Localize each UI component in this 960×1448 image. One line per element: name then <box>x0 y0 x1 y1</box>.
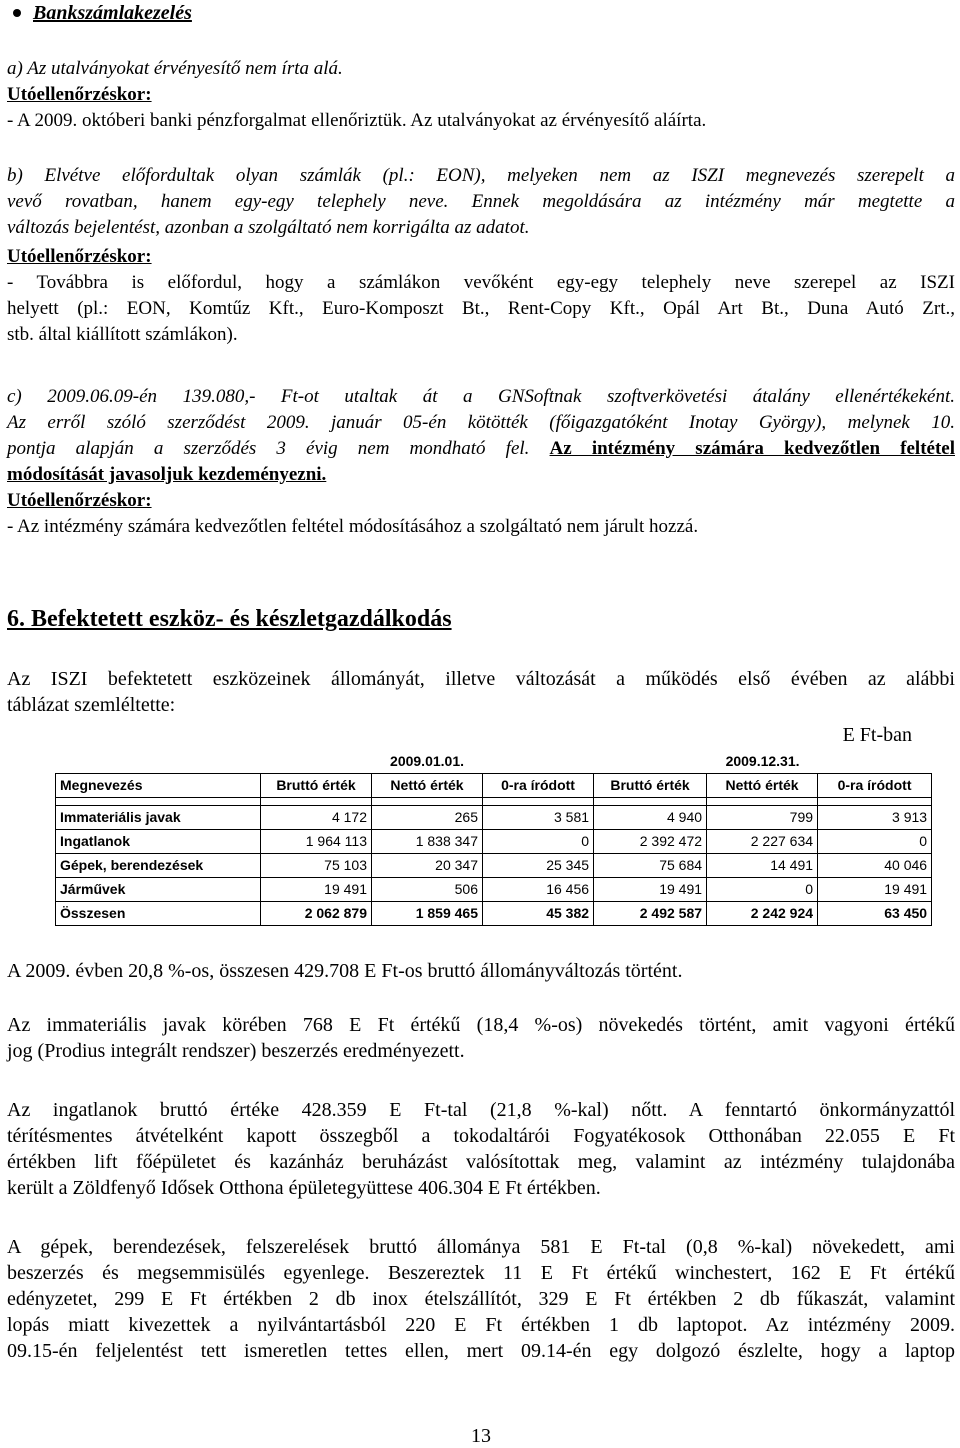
table-cell: 4 940 <box>594 806 707 830</box>
table-row <box>56 830 932 854</box>
period-start: 2009.01.01. <box>390 753 464 769</box>
table-cell: 16 456 <box>483 878 594 902</box>
table-cell: 63 450 <box>818 902 932 926</box>
table-row <box>56 878 932 902</box>
finding-b-line: vevő rovatban, hanem egy-egy telephely neve. Ennek megoldására az intézmény már megtette a <box>7 191 955 212</box>
followup-text: - A 2009. októberi banki pénzforgalmat ellenőriztük. Az utalványokat az érvényesítő aláírta. <box>7 110 707 131</box>
heading-text: Bankszámlakezelés <box>33 2 192 24</box>
table-cell: 1 859 465 <box>372 902 483 926</box>
asset-table <box>55 750 932 926</box>
page-number: 13 <box>471 1425 491 1447</box>
paragraph <box>7 1097 955 1201</box>
paragraph-line: 09.15-én feljelentést tett ismeretlen tettes ellen, mert 09.14-én egy dolgozó észlelte, hogy a laptop <box>7 1340 955 1362</box>
followup-c-text: - Az intézmény számára kedvezőtlen feltétel módosításához a szolgáltató nem járult hozzá. <box>7 516 699 537</box>
row-label: Járművek <box>56 878 261 902</box>
followup-label: Utóellenőrzéskor: <box>7 246 152 267</box>
row-label: Gépek, berendezések <box>56 854 261 878</box>
table-cell: 19 491 <box>594 878 707 902</box>
finding-b-line: b) Elvétve előfordultak olyan számlák (pl.: EON), melyeken nem az ISZI megnevezés szerepelt a <box>7 165 955 186</box>
table-cell: 20 347 <box>372 854 483 878</box>
table-cell: 265 <box>372 806 483 830</box>
finding-b <box>7 163 955 241</box>
row-label: Immateriális javak <box>56 806 261 830</box>
table-cell: 40 046 <box>818 854 932 878</box>
table-cell: 0 <box>707 878 818 902</box>
section-title: Befektetett eszköz- és készletgazdálkodás <box>31 606 452 632</box>
paragraph-line: A 2009. évben 20,8 %-os, összesen 429.708 E Ft-os bruttó állományváltozás történt. <box>7 960 683 982</box>
followup-label: Utóellenőrzéskor: <box>7 84 152 105</box>
section-6-title <box>7 604 452 634</box>
row-label: Összesen <box>56 902 261 926</box>
column-header: Bruttó érték <box>261 774 372 798</box>
table-cell: 3 913 <box>818 806 932 830</box>
row-label: Ingatlanok <box>56 830 261 854</box>
intro-line: táblázat szemléltette: <box>7 694 176 716</box>
finding-b-line: változás bejelentést, azonban a szolgáltató nem korrigálta az adatot. <box>7 217 530 238</box>
table-cell: 25 345 <box>483 854 594 878</box>
column-header: Nettó érték <box>372 774 483 798</box>
table-cell: 2 392 472 <box>594 830 707 854</box>
paragraph-line: A gépek, berendezések, felszerelések bruttó állománya 581 E Ft-tal (0,8 %-kal) növekedett, ami <box>7 1236 955 1258</box>
paragraph-line: Az ingatlanok bruttó értéke 428.359 E Ft-tal (21,8 %-kal) nőtt. A fenntartó önkormányzattól <box>7 1099 955 1121</box>
table-cell: 3 581 <box>483 806 594 830</box>
table-cell: 14 491 <box>707 854 818 878</box>
spacer-row <box>56 798 932 806</box>
paragraph-line: került a Zöldfenyő Idősek Otthona épületegyüttese 406.304 E Ft értékben. <box>7 1177 601 1199</box>
table-cell: 0 <box>818 830 932 854</box>
table-cell: 506 <box>372 878 483 902</box>
bullet-icon <box>13 9 21 17</box>
period-header-row <box>56 750 932 774</box>
table-cell: 75 103 <box>261 854 372 878</box>
table-cell: 2 492 587 <box>594 902 707 926</box>
table-cell: 1 838 347 <box>372 830 483 854</box>
followup-b-line: helyett (pl.: EON, Komtűz Kft., Euro-Komposzt Bt., Rent-Copy Kft., Opál Art Bt., Duna Autó Zrt., <box>7 298 955 319</box>
period-end: 2009.12.31. <box>725 753 800 769</box>
finding-a-text: a) Az utalványokat érvényesítő nem írta alá. <box>7 58 343 79</box>
paragraph <box>7 1234 955 1364</box>
table-cell: 45 382 <box>483 902 594 926</box>
table-cell: 2 242 924 <box>707 902 818 926</box>
recommendation-text: Az intézmény számára kedvezőtlen feltétel <box>549 438 955 459</box>
followup-b-line: - Továbbra is előfordul, hogy a számlákon vevőként egy-egy telephely neve szerepel az ISZI <box>7 272 955 293</box>
table-cell: 19 491 <box>818 878 932 902</box>
paragraph-line: lopás miatt kivezettek a nyilvántartásból 220 E Ft értékben 1 db laptopot. Az intézmény 2009. <box>7 1314 955 1336</box>
followup-b-line: stb. által kiállított számlákon). <box>7 324 238 345</box>
section-heading <box>33 0 192 26</box>
finding-c-line: c) 2009.06.09-én 139.080,- Ft-ot utaltak át a GNSoftnak szoftverkövetési átalány ellenértékeként. <box>7 386 955 407</box>
table-cell: 19 491 <box>261 878 372 902</box>
finding-a <box>7 56 955 134</box>
column-header: Bruttó érték <box>594 774 707 798</box>
column-header: 0-ra íródott <box>483 774 594 798</box>
total-row <box>56 902 932 926</box>
table-row <box>56 806 932 830</box>
paragraph-line: Az immateriális javak körében 768 E Ft értékű (18,4 %-os) növekedés történt, amit vagyoni értékű <box>7 1014 955 1036</box>
column-header-row <box>56 774 932 798</box>
table-cell: 799 <box>707 806 818 830</box>
paragraph-line: térítésmentes átvételként kapott összegből a tokodaltárói Fogyatékosok Otthonában 22.055 E Ft <box>7 1125 955 1147</box>
table-cell: 4 172 <box>261 806 372 830</box>
section-6-intro <box>7 666 955 718</box>
paragraph <box>7 1012 955 1064</box>
recommendation-text: módosítását javasoljuk kezdeményezni. <box>7 464 327 485</box>
table-cell: 1 964 113 <box>261 830 372 854</box>
followup-b <box>7 244 955 348</box>
followup-label: Utóellenőrzéskor: <box>7 490 152 511</box>
section-number: 6. <box>7 606 25 632</box>
table-cell: 2 227 634 <box>707 830 818 854</box>
table-cell: 0 <box>483 830 594 854</box>
column-header: Nettó érték <box>707 774 818 798</box>
paragraph-line: edényzetet, 299 E Ft értékben 2 db inox ételszállítót, 329 E Ft értékben 2 db fűkaszát, valamint <box>7 1288 955 1310</box>
finding-c-line-text: pontja alapján a szerződés 3 évig nem mondható fel. <box>7 438 530 459</box>
intro-line: Az ISZI befektetett eszközeinek állományát, illetve változását a működés első évében az alábbi <box>7 668 955 690</box>
paragraph <box>7 958 955 984</box>
finding-c-line <box>7 436 955 462</box>
table-cell: 75 684 <box>594 854 707 878</box>
paragraph-line: beszerzés és megsemmisülés egyenlege. Beszereztek 11 E Ft értékű winchestert, 162 E Ft értékű <box>7 1262 955 1284</box>
column-header: Megnevezés <box>56 774 261 798</box>
paragraph-line: értékben lift főépületet és kazánház beruházást valósítottak meg, valamint az intézmény tulajdonába <box>7 1151 955 1173</box>
finding-c-line: Az erről szóló szerződést 2009. január 05-én kötötték (főigazgatóként Inotay György), melynek 10. <box>7 412 955 433</box>
unit-label: E Ft-ban <box>842 724 912 746</box>
finding-c <box>7 384 955 540</box>
paragraph-line: jog (Prodius integrált rendszer) beszerzés eredményezett. <box>7 1040 465 1062</box>
table-row <box>56 854 932 878</box>
table-cell: 2 062 879 <box>261 902 372 926</box>
column-header: 0-ra íródott <box>818 774 932 798</box>
